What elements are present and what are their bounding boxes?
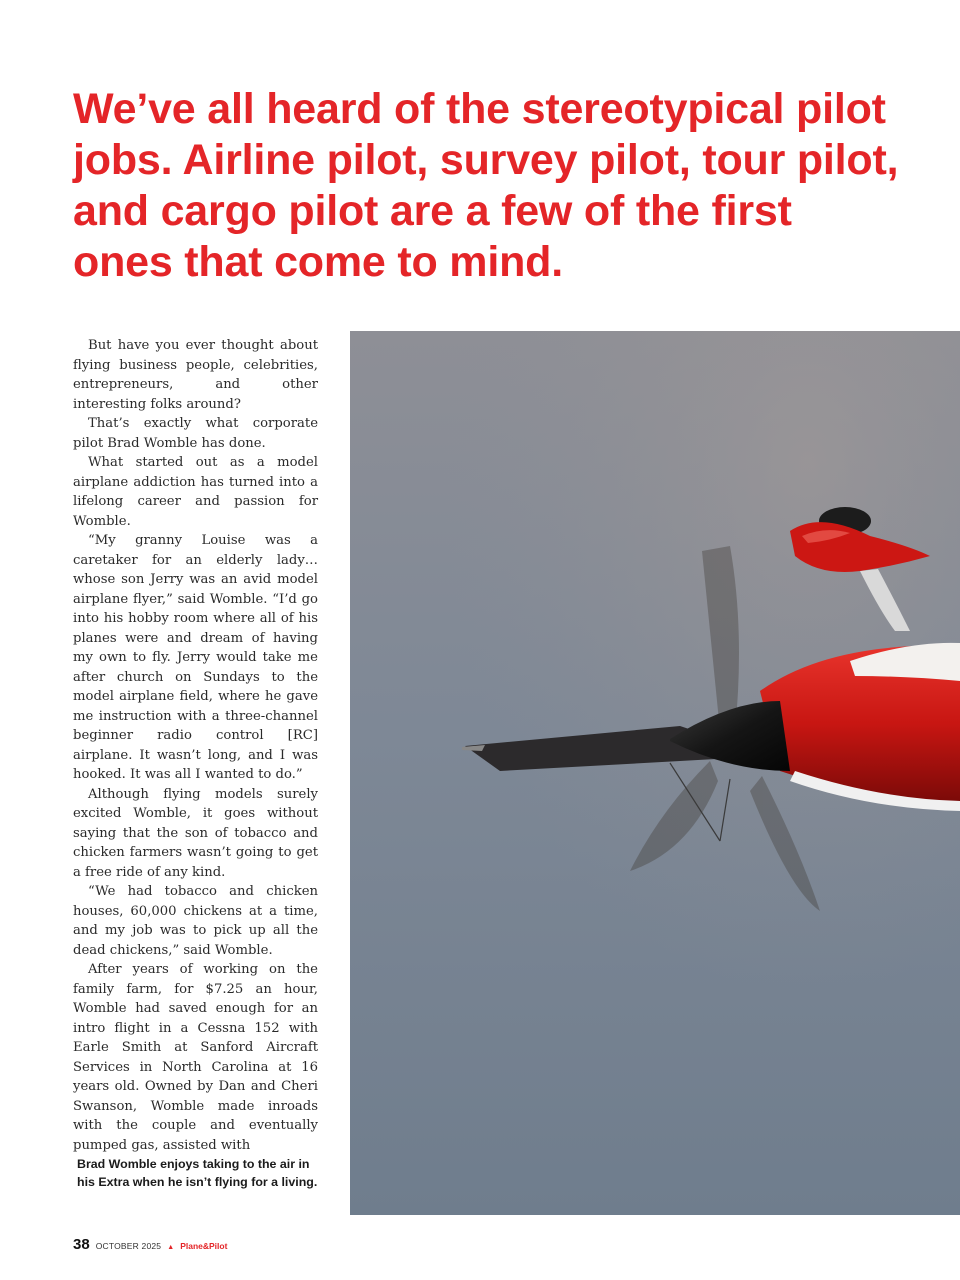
triangle-icon: ▲ <box>167 1244 175 1251</box>
paragraph: But have you ever thought about flying business people, celebrities, entrepreneurs, and other interesting folks around? <box>73 338 318 412</box>
paragraph: “We had tobacco and chicken houses, 60,000 chickens at a time, and my job was to pick up all the dead chickens,” said Womble. <box>73 884 318 958</box>
issue-date: OCTOBER 2025 <box>95 1241 162 1251</box>
aircraft-illustration <box>350 331 960 1215</box>
headline: We’ve all heard of the stereotypical pilot jobs. Airline pilot, survey pilot, tour pilot, and cargo pilot are a few of the first ones that come to mind. <box>73 85 899 286</box>
magazine-name: Plane&Pilot <box>180 1241 228 1251</box>
photo-caption: Brad Womble enjoys taking to the air in his Extra when he isn’t flying for a living. <box>77 1157 318 1189</box>
page-number: 38 <box>73 1236 90 1253</box>
article-body <box>73 336 318 1155</box>
paragraph: What started out as a model airplane addiction has turned into a lifelong career and passion for Womble. <box>73 455 318 529</box>
paragraph: After years of working on the family farm, for $7.25 an hour, Womble had saved enough for an intro flight in a Cessna 152 with Earle Smith at Sanford Aircraft Services in North Carolina at 16 years old. Owned by Dan and Cheri Swanson, Womble made inroads with the couple and eventually pumped gas, assisted with <box>73 962 318 1153</box>
paragraph: That’s exactly what corporate pilot Brad Womble has done. <box>73 416 318 451</box>
page-footer <box>73 1236 227 1256</box>
paragraph: “My granny Louise was a caretaker for an elderly lady…whose son Jerry was an avid model airplane flyer,” said Womble. “I’d go into his hobby room where all of his planes were and dream of having my own to fly. Jerry would take me after church on Sundays to the model airplane field, where he gave me instruction with a three-channel beginner radio control [RC] airplane. It wasn’t long, and I was hooked. It was all I wanted to do.” <box>73 533 318 782</box>
paragraph: Although flying models surely excited Womble, it goes without saying that the son of tobacco and chicken farmers wasn’t going to get a free ride of any kind. <box>73 786 318 880</box>
aircraft-photo <box>350 331 960 1215</box>
